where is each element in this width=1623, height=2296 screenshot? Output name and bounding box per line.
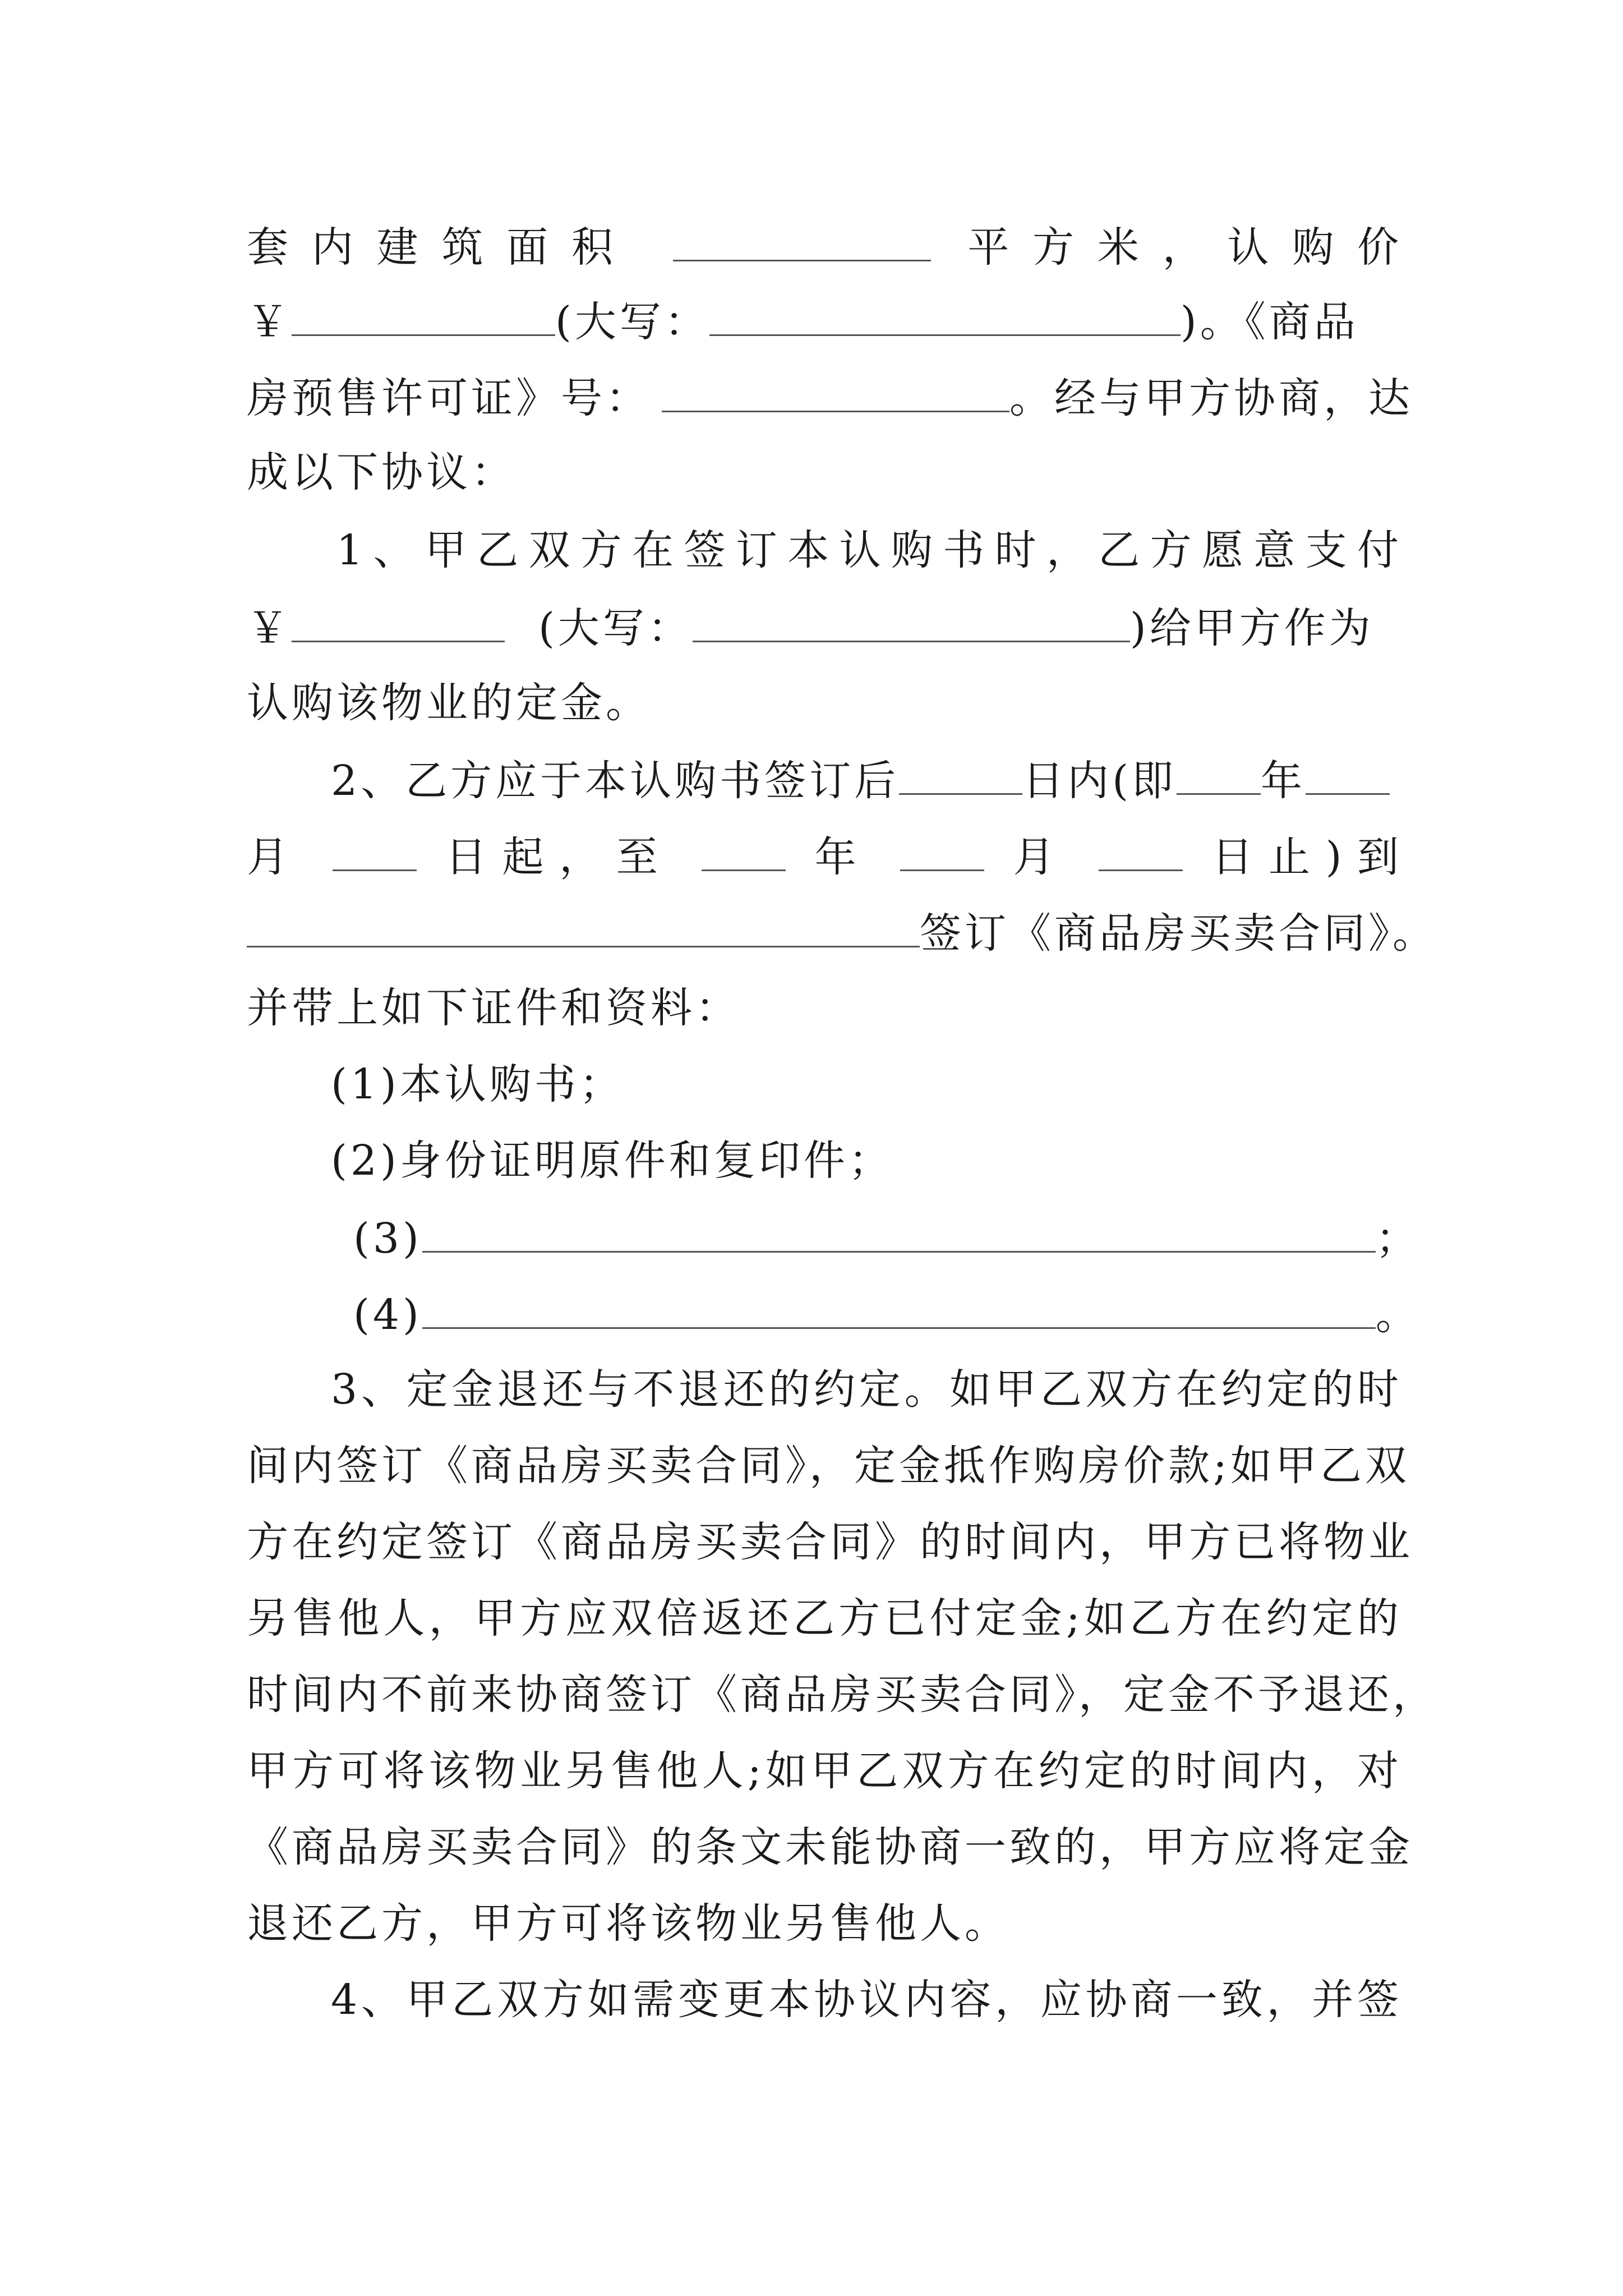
intro-text: (大写： [555,298,709,346]
deposit-words-blank [693,596,1130,642]
clause-text: 1、甲乙双方在签订本认购书时，乙方愿意支付 [336,526,1402,574]
intro-text: 。经与甲方协商，达 [1009,374,1413,422]
price-words-blank [709,289,1181,336]
clause-text: 方在约定签订《商品房买卖合同》的时间内，甲方已将物业 [247,1518,1413,1566]
document-list-item-3 [353,1206,1419,1268]
list-item-text: (1)本认购书； [331,1060,624,1108]
list-item-text: (4) [353,1291,422,1339]
day-blank [333,825,417,871]
item-3-blank [422,1206,1376,1253]
price-blank [292,289,555,336]
clause-2-line-3 [247,901,1447,963]
intro-line-1 [247,215,1402,277]
clause-3-line-5 [247,1664,1437,1726]
intro-line-3 [247,366,1413,427]
clause-text: 认购该物业的定金。 [247,679,651,727]
clause-text: 《商品房买卖合同》的条文未能协商一致的，甲方应将定金 [247,1823,1413,1871]
document-list-item-1 [331,1053,1402,1115]
clause-2-line-1 [331,748,1402,810]
intro-text: 房预售许可证》号： [247,374,651,422]
list-item-text: ； [1375,1214,1421,1263]
clause-text: 日内(即 [1022,757,1177,805]
clause-text: ￥ [247,604,292,652]
clause-3-line-8 [247,1893,1402,1954]
clause-text: (大写： [538,604,693,652]
clause-text: 时间内不前来协商签订《商品房买卖合同》，定金不予退还， [247,1671,1437,1719]
month-blank [1306,748,1390,795]
clause-2-line-2 [247,825,1402,886]
clause-text: 2、乙方应于本认购书签订后 [331,757,900,805]
intro-text: ￥ [247,298,292,346]
clause-text: 签订《商品房买卖合同》。 [920,909,1437,958]
intro-text: 成以下协议： [247,448,516,496]
days-blank [899,748,1022,795]
end-year-blank [702,825,786,871]
clause-text: 4、甲乙双方如需变更本协议内容，应协商一致，并签 [331,1976,1402,2024]
clause-2-line-4 [247,977,1402,1039]
clause-text: 3、定金退还与不退还的约定。如甲乙双方在约定的时 [331,1365,1402,1414]
clause-text: 退还乙方，甲方可将该物业另售他人。 [247,1899,1009,1948]
intro-text: 平方米，认购价 [967,223,1402,272]
clause-3-line-1 [331,1359,1402,1420]
clause-4-line-1 [331,1969,1402,2031]
list-item-text: (3) [353,1214,422,1263]
clause-text: 年 [1260,757,1306,805]
location-blank [247,901,920,947]
clause-3-line-7 [247,1816,1413,1878]
area-blank [673,215,931,261]
clause-text: 日止)到 [1211,833,1403,881]
item-4-blank [422,1282,1376,1329]
deposit-blank [292,596,505,642]
intro-text: 套内建筑面积 [247,223,637,272]
clause-3-line-4 [247,1588,1402,1649]
clause-text: )给甲方作为 [1129,604,1374,652]
clause-text: 间内签订《商品房买卖合同》，定金抵作购房价款;如甲乙双 [247,1442,1410,1490]
permit-number-blank [662,366,1009,412]
clause-3-line-6 [247,1740,1402,1802]
clause-text: 日起，至 [445,833,674,881]
clause-1-line-1 [336,519,1402,581]
clause-text: 另售他人，甲方应双倍返还乙方已付定金;如乙方在约定的 [247,1594,1402,1642]
intro-line-2 [247,289,1402,351]
document-list-item-2 [331,1130,1402,1191]
clause-1-line-2 [247,596,1402,657]
clause-text: 月 [247,833,304,881]
clause-text: 月 [1013,833,1071,881]
clause-1-line-3 [247,672,1402,734]
clause-text: 甲方可将该物业另售他人;如甲乙双方在约定的时间内，对 [247,1747,1402,1795]
end-month-blank [900,825,984,871]
list-item-text: 。 [1375,1291,1421,1339]
year-blank [1177,748,1261,795]
intro-text: )。《商品 [1180,298,1359,346]
end-day-blank [1099,825,1183,871]
clause-text: 并带上如下证件和资料： [247,984,740,1032]
list-item-text: (2)身份证明原件和复印件； [331,1137,893,1185]
clause-3-line-2 [247,1435,1410,1497]
clause-3-line-3 [247,1511,1413,1573]
clause-text: 年 [814,833,872,881]
document-list-item-4 [353,1282,1419,1344]
intro-line-4 [247,441,1402,503]
